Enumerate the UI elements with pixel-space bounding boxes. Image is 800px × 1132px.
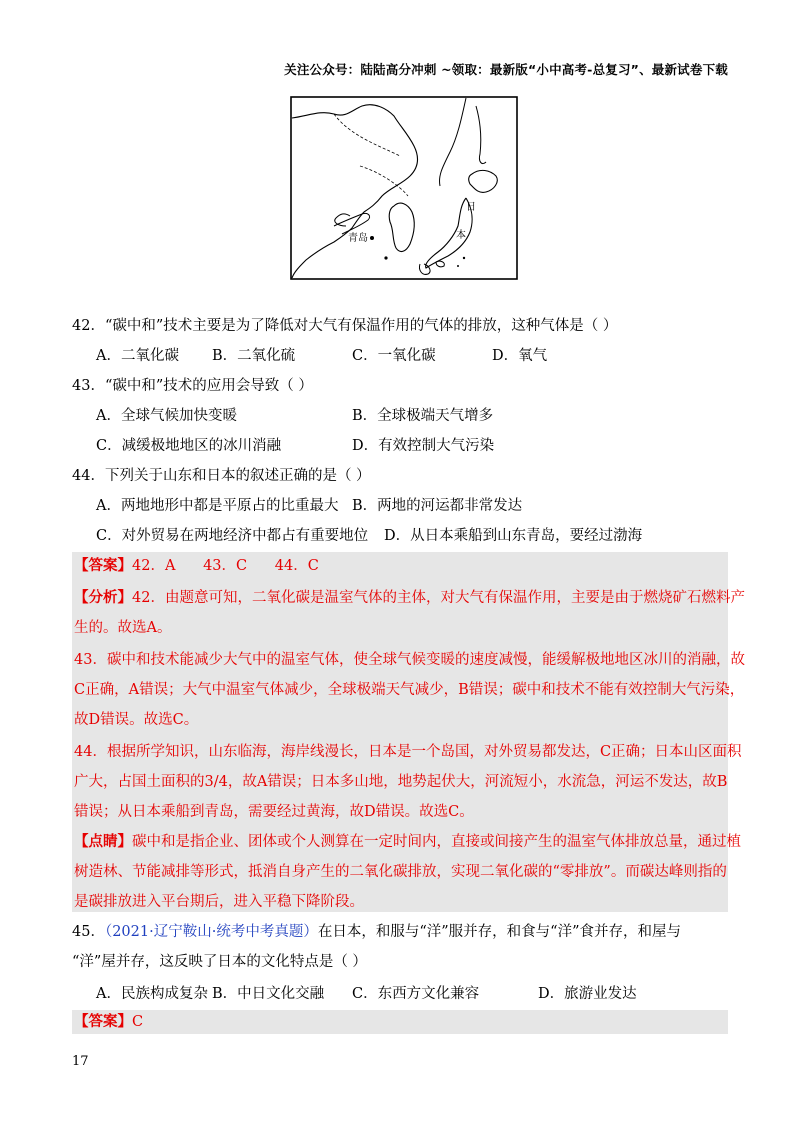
question-44-stem: 44．下列关于山东和日本的叙述正确的是（ ） — [72, 468, 371, 484]
question-45-option-d: D．旅游业发达 — [538, 986, 637, 1002]
east-asia-map — [290, 96, 518, 280]
dianjing-line-3: 是碳排放进入平台期后，进入平稳下降阶段。 — [74, 894, 364, 910]
question-45-option-c: C．东西方文化兼容 — [352, 986, 480, 1002]
analysis-line-1: 【分析】42．由题意可知，二氧化碳是温室气体的主体，对大气有保温作用，主要是由于燃烧矿石燃料产 — [74, 589, 745, 606]
map-label-ri: 日 — [466, 202, 476, 213]
map-label-qingdao: 青岛 — [348, 233, 368, 244]
dianjing-line-1: 【点睛】碳中和是指企业、团体或个人测算在一定时间内，直接或间接产生的温室气体排放总量，通过植 — [74, 833, 741, 850]
dianjing-tag: 【点睛】 — [74, 833, 132, 850]
analysis-line-5: 故D错误。故选C。 — [74, 712, 199, 728]
question-43-option-a: A．全球气候加快变暖 — [96, 408, 237, 424]
answer-42-44 — [74, 556, 319, 576]
question-42-stem: 42．“碳中和”技术主要是为了降低对大气有保温作用的气体的排放，这种气体是（ ） — [72, 318, 618, 334]
analysis-line-6: 44．根据所学知识，山东临海，海岸线漫长，日本是一个岛国，对外贸易都发达，C正确；日本山区面积 — [74, 744, 742, 760]
answer-tag: 【答案】 — [74, 557, 132, 574]
question-42-option-c: C．一氧化碳 — [352, 348, 436, 364]
question-45-option-b: B．中日文化交融 — [212, 986, 325, 1002]
analysis-line-3: 43．碳中和技术能减少大气中的温室气体，使全球气候变暖的速度减慢，能缓解极地地区冰川的消融，故 — [74, 652, 745, 668]
analysis-line-4: C正确，A错误；大气中温室气体减少，全球极端天气减少，B错误；碳中和技术不能有效控制大气污染， — [74, 682, 745, 698]
question-43-option-d: D．有效控制大气污染 — [352, 438, 495, 454]
analysis-line-2: 生的。故选A。 — [74, 620, 172, 636]
map-label-ben: 本 — [456, 230, 466, 241]
answer-text: 42．A 43．C 44．C — [132, 558, 319, 574]
analysis-line-8: 错误；从日本乘船到青岛，需要经过黄海，故D错误。故选C。 — [74, 804, 474, 820]
analysis-tag: 【分析】 — [74, 589, 132, 606]
question-42-option-a: A．二氧化碳 — [96, 348, 179, 364]
question-45-option-a: A．民族构成复杂 — [96, 986, 208, 1002]
question-42-option-d: D．氧气 — [492, 348, 548, 364]
question-44-option-c: C．对外贸易在两地经济中都占有重要地位 — [96, 528, 369, 544]
question-44-option-b: B．两地的河运都非常发达 — [352, 498, 523, 514]
question-45-source: （2021·辽宁鞍山·统考中考真题） — [104, 924, 318, 940]
dianjing-line-2: 树造林、节能减排等形式，抵消自身产生的二氧化碳排放，实现二氧化碳的“零排放”。而碳达峰则指的 — [74, 864, 727, 880]
question-44-option-a: A．两地地形中都是平原占的比重最大 — [96, 498, 339, 514]
question-45-stem-2: “洋”屋并存，这反映了日本的文化特点是（ ） — [72, 954, 367, 970]
answer-45: 【答案】C — [74, 1013, 144, 1030]
answer-45-shade — [72, 1010, 728, 1034]
question-43-option-c: C．减缓极地地区的冰川消融 — [96, 438, 282, 454]
question-43-option-b: B．全球极端天气增多 — [352, 408, 494, 424]
question-44-option-d: D．从日本乘船到山东青岛，要经过渤海 — [384, 528, 643, 544]
question-43-stem: 43．“碳中和”技术的应用会导致（ ） — [72, 378, 313, 394]
page-number: 17 — [72, 1054, 89, 1069]
question-45-stem-1: 45．（2021·辽宁鞍山·统考中考真题）在日本，和服与“洋”服并存，和食与“洋”食并存，和屋与 — [72, 924, 681, 940]
page-header: 关注公众号：陆陆高分冲刺 ~领取：最新版“小中高考-总复习”、最新试卷下载 — [284, 62, 728, 77]
question-42-option-b: B．二氧化硫 — [212, 348, 296, 364]
analysis-line-7: 广大，占国土面积的3/4，故A错误；日本多山地，地势起伏大，河流短小，水流急，河运不发达，故B — [74, 774, 728, 790]
